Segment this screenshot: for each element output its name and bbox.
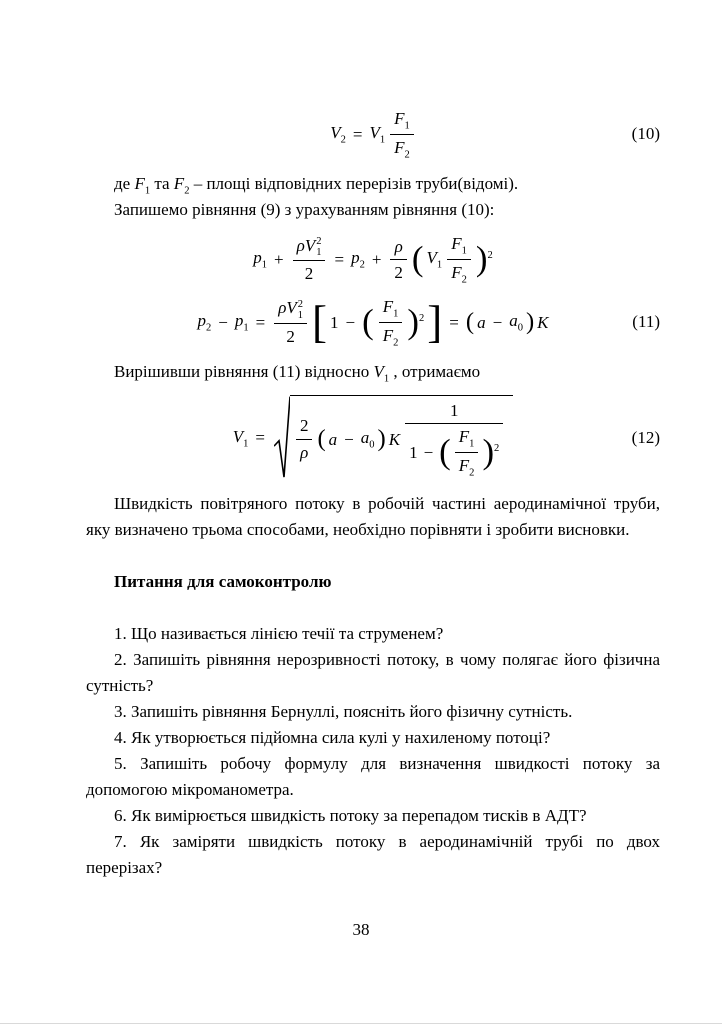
math-var: K [388, 429, 401, 449]
page-number: 38 [352, 920, 370, 939]
math-sub: 1 [469, 438, 475, 450]
denominator [405, 424, 503, 479]
math-term [253, 247, 267, 271]
math-sub: 1 [316, 246, 322, 258]
math-term [197, 310, 211, 334]
denominator [379, 323, 403, 349]
text-run: де [114, 173, 135, 193]
math-sub: 1 [404, 120, 410, 132]
equation-11 [86, 296, 660, 349]
left-bracket: [ [312, 296, 328, 347]
math-digit: 2 [286, 326, 295, 346]
right-paren: ) [407, 301, 419, 341]
math-term [394, 137, 410, 161]
math-var: a [360, 428, 370, 448]
plus-sign: + [371, 249, 382, 269]
equation-12-body [233, 395, 514, 481]
math-var: V [373, 361, 384, 381]
denominator [390, 135, 414, 161]
left-paren: ( [411, 238, 424, 278]
math-var: F [451, 262, 462, 282]
numerator [293, 235, 326, 261]
right-paren: ) [525, 307, 535, 335]
math-var: F [458, 426, 470, 446]
math-var: F [394, 109, 405, 128]
math-var: ρ [278, 298, 287, 318]
right-paren: ) [482, 431, 495, 471]
paragraph-definitions [86, 171, 660, 197]
equation-9-10-body [253, 233, 492, 286]
minus-sign: − [423, 442, 434, 462]
math-sub: 2 [393, 337, 399, 349]
text-run: – площі відповідних перерізів труби(відомі). [189, 173, 519, 193]
plus-sign: + [274, 249, 284, 269]
denominator [293, 261, 326, 284]
math-digit: 2 [299, 416, 309, 436]
numerator [296, 415, 313, 439]
left-paren: ( [317, 424, 326, 452]
question-item-5: 5. Запишіть робочу формулу для визначення швидкості потоку за допомогою мікроманометра. [86, 753, 660, 799]
denominator [296, 440, 313, 463]
numerator [390, 236, 407, 260]
math-term [369, 122, 385, 146]
math-term [361, 427, 375, 451]
math-term [459, 455, 475, 479]
math-var: F [458, 455, 470, 475]
math-term [394, 108, 410, 132]
equals-sign: = [334, 249, 345, 269]
math-var: p [351, 248, 360, 268]
equation-9-10 [86, 233, 660, 286]
math-var: K [537, 312, 549, 332]
questions-heading: Питання для самоконтролю [114, 571, 332, 591]
math-var: ρ [296, 235, 305, 255]
equation-10-body [330, 108, 416, 161]
math-sub: 1 [297, 309, 304, 321]
math-var: V [232, 426, 244, 446]
math-term [173, 173, 190, 197]
equation-number: (12) [631, 427, 660, 447]
math-var: V [330, 123, 341, 143]
math-term [451, 262, 467, 286]
math-term [451, 233, 467, 257]
fraction [274, 297, 307, 346]
math-term [134, 173, 151, 197]
radical-sign-icon [274, 395, 290, 481]
math-var: V [304, 235, 316, 255]
math-sub: 0 [517, 322, 523, 334]
math-sub: 1 [243, 438, 249, 450]
math-var: a [509, 311, 518, 331]
fraction [405, 400, 503, 479]
denominator [390, 260, 407, 283]
sub-sup-stack [316, 236, 321, 258]
sub-sup-stack [298, 299, 303, 321]
math-term [383, 296, 399, 320]
math-term [373, 361, 390, 385]
math-sub: 2 [205, 322, 212, 334]
math-digit: 2 [394, 262, 403, 282]
math-term [509, 310, 523, 334]
math-sub: 1 [383, 373, 390, 385]
math-var: p [234, 311, 244, 331]
paragraph-speed: Швидкість повітряного потоку в робочій частині аеродинамічної труби, яку визначено трьома способами, необхідно порівняти і зробити висновки. [86, 493, 660, 539]
equation-10 [86, 108, 660, 161]
equals-sign: = [255, 312, 266, 332]
text-run: , отримаємо [389, 361, 481, 381]
denominator [274, 324, 307, 347]
math-sub: 0 [369, 439, 375, 451]
question-item-3: 3. Запишіть рівняння Бернуллі, поясніть його фізичну сутність. [114, 701, 573, 721]
math-digit: 1 [449, 400, 459, 420]
math-var: V [369, 123, 380, 143]
paragraph-rewrite: Запишемо рівняння (9) з урахуванням рівняння (10): [114, 199, 495, 219]
fraction [455, 426, 479, 479]
math-var: F [394, 137, 405, 157]
fraction [447, 233, 471, 286]
math-sub: 1 [243, 322, 249, 334]
fraction [296, 415, 313, 463]
numerator [405, 400, 503, 424]
math-term [407, 301, 425, 341]
math-var: a [328, 429, 338, 449]
equation-12 [86, 395, 660, 481]
math-sup: 2 [487, 249, 493, 261]
numerator [379, 296, 403, 323]
math-digit: 1 [330, 312, 339, 332]
equals-sign: = [449, 312, 459, 332]
fraction [390, 236, 407, 284]
math-term [459, 426, 475, 450]
math-term [351, 247, 365, 271]
math-sub: 1 [261, 259, 268, 271]
math-term [427, 247, 443, 271]
paragraph-solving [86, 359, 660, 385]
math-sup: 2 [419, 312, 425, 324]
math-sub: 1 [379, 134, 386, 146]
left-paren: ( [465, 307, 475, 335]
math-sub: 1 [461, 245, 467, 257]
math-term [330, 122, 346, 146]
left-paren: ( [439, 431, 451, 471]
fraction [390, 108, 414, 161]
minus-sign: − [492, 312, 503, 332]
math-var: F [382, 296, 394, 316]
equals-sign: = [352, 124, 363, 144]
math-var: ρ [300, 442, 309, 462]
right-bracket: ] [427, 296, 443, 347]
left-paren: ( [362, 301, 374, 341]
question-item-6: 6. Як вимірюється швидкість потоку за перепадом тисків в АДТ? [114, 805, 587, 825]
minus-sign: − [218, 312, 228, 332]
radicand [290, 395, 513, 481]
math-var: V [426, 248, 437, 268]
equation-number: (11) [632, 312, 660, 332]
math-var: F [451, 233, 462, 253]
math-sub: 2 [469, 467, 475, 479]
math-var: F [134, 173, 145, 193]
question-item-4: 4. Як утворюється підйомна сила кулі у нахиленому потоці? [114, 727, 551, 747]
math-sub: 2 [461, 274, 467, 286]
right-paren: ) [377, 424, 386, 452]
equation-number: (10) [631, 124, 660, 144]
minus-sign: − [344, 429, 354, 449]
numerator [390, 108, 414, 135]
math-digit: 2 [304, 263, 314, 283]
text-run: Вирішивши рівняння (11) відносно [114, 361, 374, 381]
question-item-1: 1. Що називається лінією течії та струменем? [114, 623, 444, 643]
math-sub: 2 [359, 259, 365, 271]
math-digit: 1 [409, 442, 418, 462]
math-sub: 2 [404, 149, 410, 161]
questions-list [86, 621, 660, 881]
numerator [447, 233, 471, 260]
text-run: та [150, 173, 174, 193]
math-term [475, 238, 493, 278]
equation-11-body [197, 296, 548, 349]
math-var: p [253, 248, 262, 268]
denominator [447, 260, 471, 286]
equals-sign: = [255, 428, 265, 448]
radical [274, 395, 513, 481]
math-sub: 2 [184, 185, 190, 197]
numerator [455, 426, 479, 453]
right-paren: ) [475, 238, 488, 278]
numerator [274, 297, 307, 323]
denominator [455, 453, 479, 479]
fraction [379, 296, 403, 349]
math-sub: 1 [144, 185, 151, 197]
math-sub: 2 [340, 134, 346, 146]
math-term [383, 325, 399, 349]
math-term [233, 426, 249, 450]
fraction [293, 235, 326, 284]
math-sup: 2 [316, 235, 322, 247]
question-item-7: 7. Як заміряти швидкість потоку в аеродинамічній трубі по двох перерізах? [86, 831, 660, 877]
minus-sign: − [345, 312, 356, 332]
math-var: F [382, 325, 394, 345]
math-sub: 1 [393, 308, 399, 320]
math-term [278, 297, 303, 320]
math-sup: 2 [297, 298, 304, 310]
math-term [297, 235, 322, 258]
math-var: V [286, 298, 297, 318]
math-term [482, 431, 500, 471]
math-var: a [477, 312, 486, 332]
math-var: F [173, 173, 185, 193]
math-var: ρ [394, 236, 403, 256]
math-sup: 2 [494, 442, 500, 454]
question-item-2: 2. Запишіть рівняння нерозривності потоку, в чому полягає його фізична сутність? [86, 649, 660, 695]
math-term [235, 310, 249, 334]
math-var: p [197, 311, 206, 331]
math-sub: 1 [436, 259, 443, 271]
